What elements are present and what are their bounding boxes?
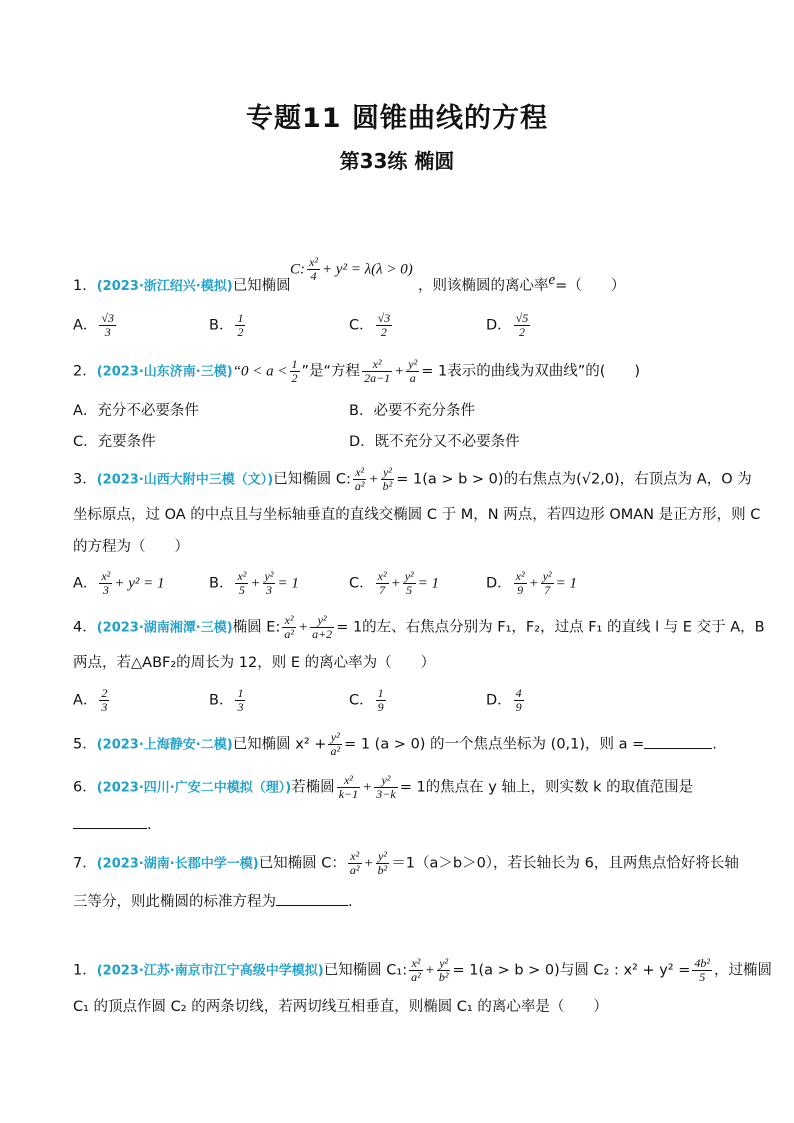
option-b[interactable]: B． $\frac{\text{x²}}{5}$ + $\frac{\text{y²}}{3}$ = 1	[209, 569, 299, 597]
option-d[interactable]: D．既不充分又不必要条件	[349, 434, 520, 450]
question-source: (2023·山东济南·三模)	[96, 364, 233, 380]
question-3: 3．(2023·山西大附中三模（文）)已知椭圆 C: $\frac{\text{x²}}{\text{a²}}$ + $\frac{\text{y²}}{\text{b²}}$ = 1(a > b > 0)的右焦点为(√2,0)，右顶点为 A，O 为	[73, 465, 752, 493]
answer-blank[interactable]	[276, 889, 348, 906]
question-source: (2023·四川·广安二中模拟（理）)	[96, 780, 292, 796]
option-c[interactable]: C． $\frac{\text{x²}}{7}$ + $\frac{\text{y²}}{5}$ = 1	[349, 569, 439, 597]
option-c[interactable]: C． $\frac{1}{9}$	[349, 686, 384, 714]
option-b[interactable]: B． $\frac{1}{3}$	[209, 686, 244, 714]
option-c[interactable]: C． $\frac{√3}{2}$	[349, 311, 391, 339]
option-d[interactable]: D． $\frac{\text{x²}}{9}$ + $\frac{\text{y²}}{7}$ = 1	[486, 569, 578, 597]
question-7: 7．(2023·湖南·长郡中学一模)已知椭圆 C： $\frac{\text{x²}}{\text{a²}}$ + $\frac{\text{y²}}{\text{b²}}$ ＝1（a＞b＞0），若长轴长为 6，且两焦点恰好将长轴	[73, 849, 739, 877]
page-subtitle: 第33练 椭圆	[339, 149, 455, 173]
question-4: 4．(2023·湖南湘潭·三模)椭圆 E: $\frac{\text{x²}}{\text{a²}}$ + $\frac{\text{y²}}{a+2}$ = 1的左、右焦点分别为 F₁，F₂，过点 F₁ 的直线 l 与 E 交于 A，B	[73, 613, 765, 641]
question-6: 6．(2023·四川·广安二中模拟（理）)若椭圆 $\frac{\text{x²}}{k-1}$ + $\frac{\text{y²}}{3-k}$ = 1的焦点在 y 轴上，则实数 k 的取值范围是	[73, 773, 694, 801]
question-source: (2023·浙江绍兴·模拟)	[96, 279, 233, 294]
option-a[interactable]: A． $\frac{2}{3}$	[73, 686, 108, 714]
question-source: (2023·江苏·南京市江宁高级中学模拟)	[96, 963, 324, 979]
question-source: (2023·上海静安·二模)	[96, 737, 233, 753]
question-source: (2023·湖南湘潭·三模)	[96, 620, 233, 636]
question-1: 1．(2023·浙江绍兴·模拟)已知椭圆	[73, 278, 291, 294]
option-d[interactable]: D． $\frac{√5}{2}$	[486, 311, 529, 339]
option-d[interactable]: D． $\frac{4}{9}$	[486, 686, 522, 714]
option-b[interactable]: B．必要不充分条件	[349, 403, 475, 419]
option-b[interactable]: B． $\frac{1}{2}$	[209, 311, 244, 339]
option-a[interactable]: A． $\frac{\text{x²}}{3}$ + y² = 1	[73, 569, 165, 597]
page-title: 专题11 圆锥曲线的方程	[246, 103, 548, 134]
answer-blank[interactable]	[73, 812, 147, 829]
question-2: 2．(2023·山东济南·三模)“0 < a < $\frac{1}{2}$ ”是“方程 $\frac{\text{x²}}{2a-1}$ + $\frac{\text{y²}}{a}$ = 1表示的曲线为双曲线”的( )	[73, 357, 641, 385]
question-source: (2023·山西大附中三模（文）)	[96, 472, 274, 488]
answer-blank[interactable]	[644, 732, 712, 749]
option-a[interactable]: A． $\frac{√3}{3}$	[73, 311, 115, 339]
question-8: 1．(2023·江苏·南京市江宁高级中学模拟)已知椭圆 C₁: $\frac{\text{x²}}{\text{a²}}$ + $\frac{\text{y²}}{\text{b²}}$ = 1(a > b > 0)与圆 C₂ : x² + y² = $\frac{\text{4b²}}{5}$ ，过椭圆	[73, 956, 772, 984]
option-c[interactable]: C．充要条件	[73, 434, 156, 450]
ellipse-equation: C: $\frac{\text{x²}}{4}$ + y² = λ(λ > 0)	[290, 255, 413, 283]
option-a[interactable]: A．充分不必要条件	[73, 403, 199, 419]
question-5: 5．(2023·上海静安·二模)已知椭圆 x² + $\frac{\text{y²}}{\text{a²}}$ = 1 (a > 0) 的一个焦点坐标为 (0,1)，则 a = .	[73, 730, 717, 758]
question-source: (2023·湖南·长郡中学一模)	[96, 856, 259, 872]
